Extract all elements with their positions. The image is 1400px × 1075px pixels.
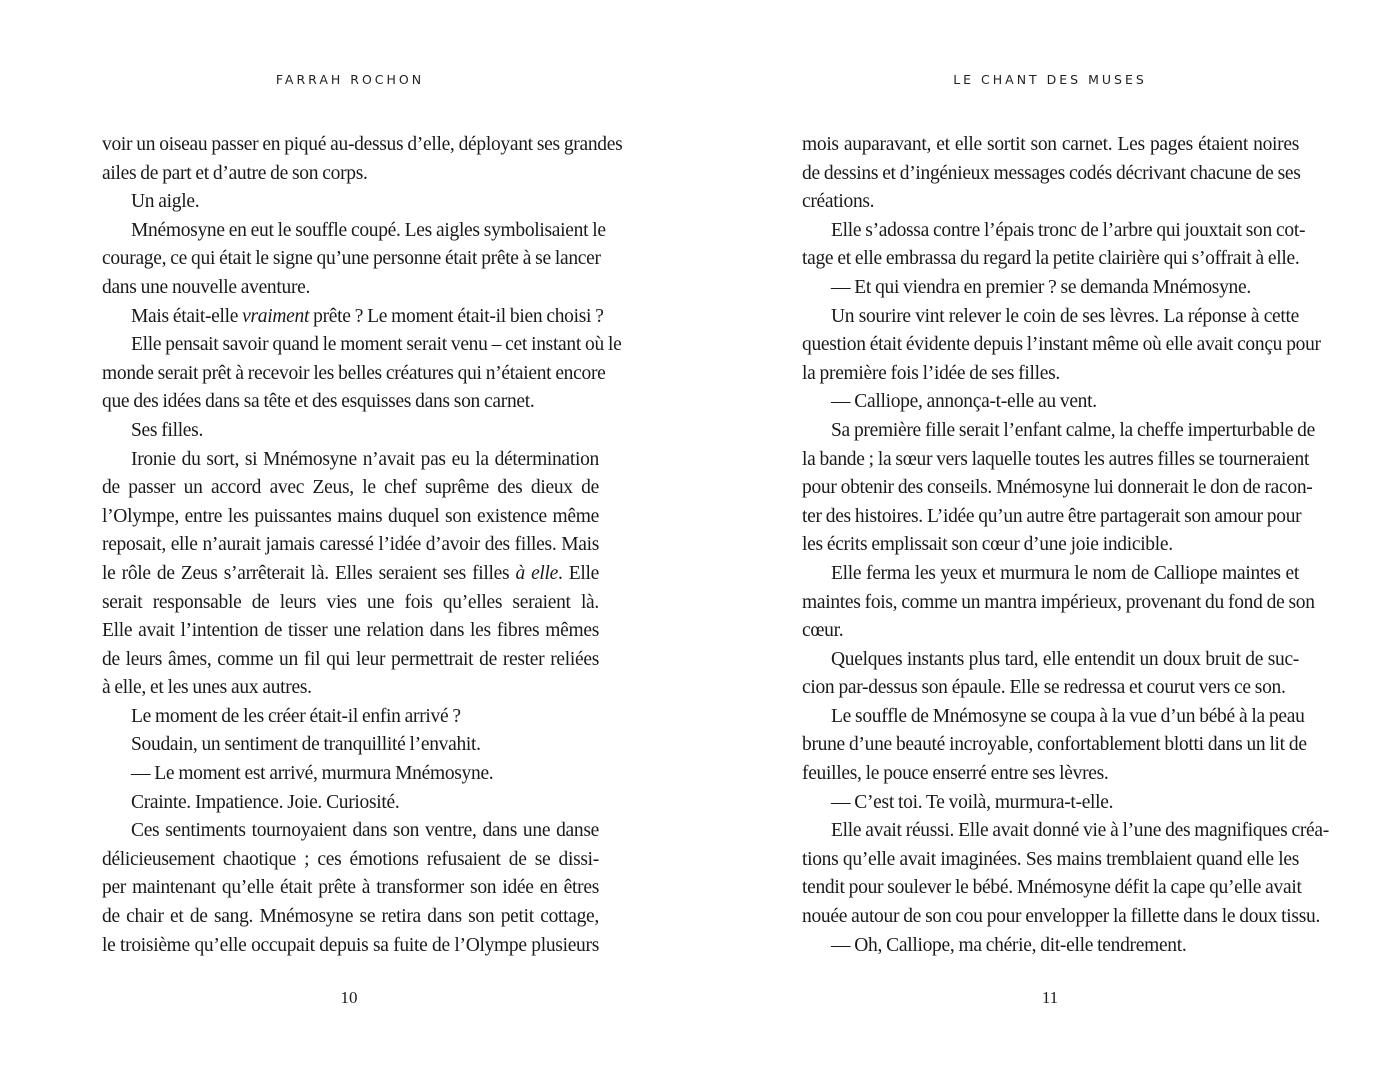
text-line (802, 360, 1299, 389)
text-line (102, 932, 599, 961)
text-line (802, 789, 1299, 818)
text-line (802, 446, 1310, 475)
line-text: Le moment de les créer était-il enfin arrivé ? (131, 705, 461, 727)
line-text: per maintenant qu’elle était prête à transformer son idée en êtres (102, 877, 599, 899)
line-text: feuilles, le pouce enserré entre ses lèvres. (802, 763, 1109, 785)
text-line (102, 674, 599, 703)
line-text: de passer un accord avec Zeus, le chef suprême des dieux de (102, 477, 599, 499)
text-line (802, 817, 1329, 846)
body-text (102, 131, 623, 960)
line-text: Elle s’adossa contre l’épais tronc de l’arbre qui jouxtait son cot- (831, 219, 1306, 241)
text-line (102, 703, 599, 732)
text-line (102, 560, 599, 589)
right-page (700, 0, 1400, 1075)
text-line (802, 217, 1306, 246)
line-text: Un sourire vint relever le coin de ses lèvres. La réponse à cette (831, 305, 1299, 327)
text-line (802, 160, 1299, 189)
line-text: — Et qui viendra en premier ? se demanda Mnémosyne. (831, 276, 1251, 298)
line-text: serait responsable de leurs vies une fois qu’elles seraient là. (102, 591, 599, 613)
text-line (102, 846, 599, 875)
line-text: Ironie du sort, si Mnémosyne n’avait pas eu la détermination (131, 448, 599, 470)
line-text: tions qu’elle avait imaginées. Ses mains tremblaient quand elle les (802, 848, 1299, 870)
line-text: la bande ; la sœur vers laquelle toutes les autres filles se tourneraient (802, 448, 1310, 470)
line-text: ailes de part et d’autre de son corps. (102, 162, 368, 184)
text-line (102, 474, 599, 503)
line-text: cœur. (802, 620, 844, 642)
text-line (102, 245, 599, 274)
line-text: Sa première fille serait l’enfant calme, la cheffe imperturbable de (831, 419, 1315, 441)
text-line (102, 417, 599, 446)
text-line (102, 760, 599, 789)
line-text: Elle pensait savoir quand le moment serait venu – cet instant où le (131, 334, 622, 356)
line-text: Quelques instants plus tard, elle entendit un doux bruit de suc- (831, 648, 1299, 670)
line-text: courage, ce qui était le signe qu’une personne était prête à se lancer (102, 248, 601, 270)
text-line (802, 589, 1315, 618)
text-line (802, 874, 1302, 903)
text-line (802, 703, 1305, 732)
line-text: Mnémosyne en eut le souffle coupé. Les aigles symbolisaient le (131, 219, 606, 241)
line-text: tage et elle embrassa du regard la petite clairière qui s’offrait à elle. (802, 248, 1300, 270)
text-line (102, 617, 599, 646)
text-line (102, 817, 599, 846)
line-text: Soudain, un sentiment de tranquillité l’envahit. (131, 734, 481, 756)
text-line (802, 932, 1299, 961)
text-line (102, 531, 599, 560)
line-text: monde serait prêt à recevoir les belles créatures qui n’étaient encore (102, 362, 606, 384)
line-text: Ces sentiments tournoyaient dans son ventre, dans une danse (131, 820, 599, 842)
line-text: créations. (802, 191, 875, 213)
line-text: la première fois l’idée de ses filles. (802, 362, 1060, 384)
page-number: 11 (1041, 988, 1059, 1007)
line-text: de dessins et d’ingénieux messages codés décrivant chacune de ses (802, 162, 1301, 184)
text-line (802, 646, 1299, 675)
line-text: Ses filles. (131, 419, 204, 441)
line-text: brune d’une beauté incroyable, confortablement blotti dans un lit de (802, 734, 1307, 756)
text-line (102, 217, 606, 246)
line-text: ter des histoires. L’idée qu’un autre être partagerait son amour pour (802, 505, 1302, 527)
text-line (102, 903, 599, 932)
line-text-after: prête ? Le moment était-il bien choisi ? (309, 305, 604, 327)
line-text: nouée autour de son cou pour envelopper la fillette dans le doux tissu. (802, 906, 1321, 928)
running-head-author: FARRAH ROCHON (275, 72, 425, 87)
line-text: à elle, et les unes aux autres. (102, 677, 312, 699)
text-line (102, 331, 622, 360)
text-line (802, 303, 1299, 332)
emphasis-text: vraiment (242, 305, 310, 327)
line-text: Un aigle. (131, 191, 200, 213)
text-line (102, 188, 599, 217)
text-line (802, 388, 1299, 417)
line-text: maintes fois, comme un mantra impérieux, provenant du fond de son (802, 591, 1315, 613)
text-line (102, 446, 599, 475)
line-text: Elle ferma les yeux et murmura le nom de Calliope maintes et (831, 562, 1299, 584)
text-line (802, 674, 1299, 703)
text-line (102, 160, 599, 189)
line-text: les écrits emplissait son cœur d’une joie indicible. (802, 534, 1173, 556)
text-line (802, 188, 1299, 217)
text-line (802, 617, 1299, 646)
text-line (802, 760, 1299, 789)
text-line (102, 388, 599, 417)
text-line (802, 274, 1299, 303)
text-line (102, 874, 599, 903)
line-text: dans une nouvelle aventure. (102, 276, 311, 298)
line-text: cion par-dessus son épaule. Elle se redressa et courut vers ce son. (802, 677, 1286, 699)
text-line (802, 131, 1299, 160)
text-line (802, 846, 1299, 875)
line-text: mois auparavant, et elle sortit son carnet. Les pages étaient noires (802, 134, 1299, 155)
text-line (102, 131, 623, 160)
line-text: — Calliope, annonça-t-elle au vent. (831, 391, 1097, 413)
text-line (102, 360, 606, 389)
text-line (802, 731, 1307, 760)
line-text: question était évidente depuis l’instant même où elle avait conçu pour (802, 334, 1321, 356)
line-text: Mais était-elle (131, 305, 243, 327)
emphasis-text: à elle (515, 562, 559, 584)
line-text: Le souffle de Mnémosyne se coupa à la vue d’un bébé à la peau (831, 705, 1305, 727)
body-text (802, 131, 1329, 960)
line-text: de chair et de sang. Mnémosyne se retira dans son petit cottage, (102, 906, 599, 928)
line-text: voir un oiseau passer en piqué au-dessus d’elle, déployant ses grandes (102, 134, 623, 155)
text-line (102, 731, 599, 760)
text-line (102, 303, 604, 332)
text-line (802, 331, 1321, 360)
text-line (802, 531, 1299, 560)
line-text: Elle avait l’intention de tisser une relation dans les fibres mêmes (102, 620, 599, 642)
line-text: — Oh, Calliope, ma chérie, dit-elle tendrement. (831, 934, 1187, 956)
line-text: — C’est toi. Te voilà, murmura-t-elle. (831, 791, 1114, 813)
line-text: reposait, elle n’aurait jamais caressé l’idée d’avoir des filles. Mais (102, 534, 599, 556)
text-line (802, 560, 1299, 589)
line-text: pour obtenir des conseils. Mnémosyne lui donnerait le don de racon- (802, 477, 1313, 499)
line-text: que des idées dans sa tête et des esquisses dans son carnet. (102, 391, 535, 413)
text-line (802, 245, 1299, 274)
line-text-after: . Elle (558, 562, 599, 584)
text-line (102, 646, 599, 675)
text-line (802, 503, 1302, 532)
text-line (802, 903, 1321, 932)
line-text: — Le moment est arrivé, murmura Mnémosyne. (131, 763, 494, 785)
text-line (102, 274, 599, 303)
line-text: tendit pour soulever le bébé. Mnémosyne défit la cape qu’elle avait (802, 877, 1302, 899)
text-line (802, 474, 1313, 503)
line-text: Elle avait réussi. Elle avait donné vie à l’une des magnifiques créa- (831, 820, 1329, 842)
text-line (102, 789, 599, 818)
running-head-title: LE CHANT DES MUSES (953, 72, 1147, 87)
line-text: délicieusement chaotique ; ces émotions refusaient de se dissi- (102, 848, 599, 870)
text-line (102, 589, 599, 618)
text-line (102, 503, 599, 532)
line-text: l’Olympe, entre les puissantes mains duquel son existence même (102, 505, 599, 527)
page-number: 10 (340, 988, 358, 1007)
line-text: de leurs âmes, comme un fil qui leur permettrait de rester reliées (102, 648, 599, 670)
line-text: Crainte. Impatience. Joie. Curiosité. (131, 791, 400, 813)
line-text: le rôle de Zeus s’arrêterait là. Elles seraient ses filles (102, 562, 516, 584)
line-text: le troisième qu’elle occupait depuis sa fuite de l’Olympe plusieurs (102, 934, 599, 956)
text-line (802, 417, 1315, 446)
